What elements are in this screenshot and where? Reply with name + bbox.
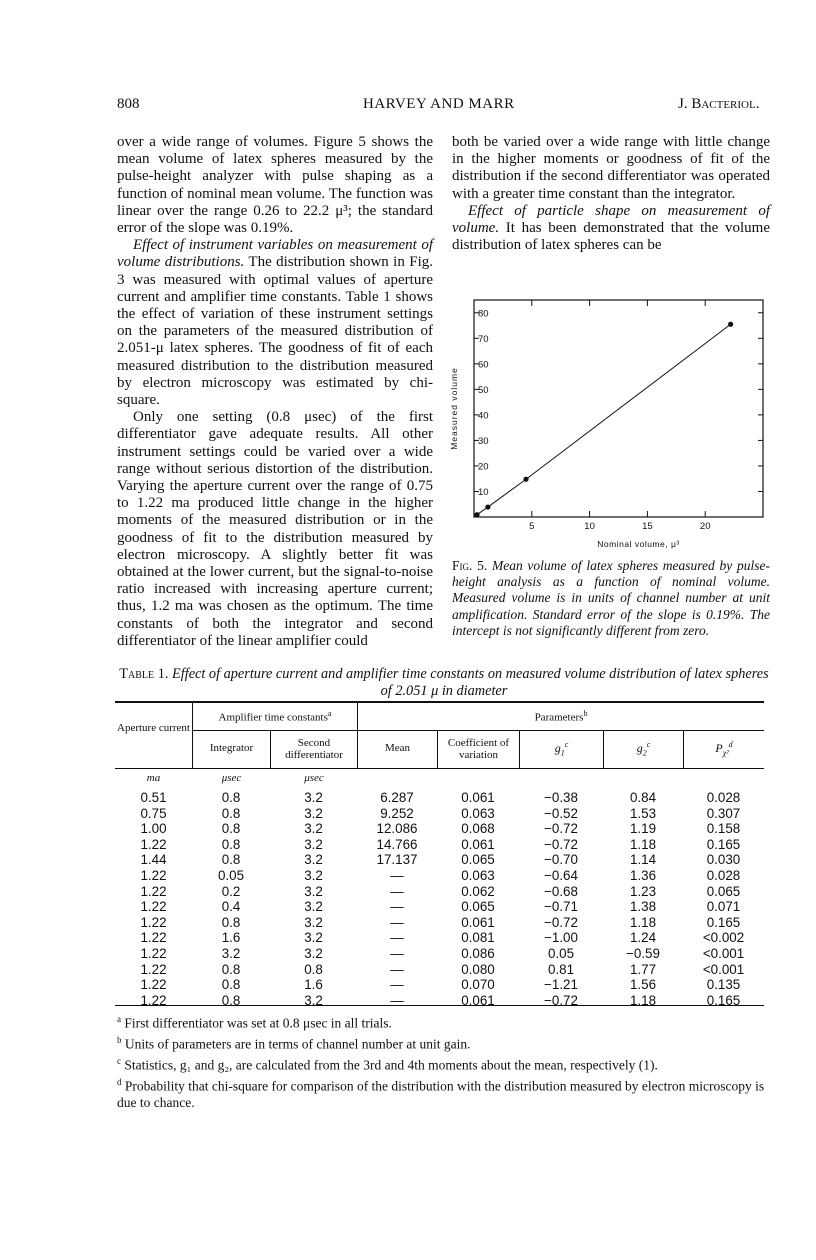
cell-cv: 0.086	[461, 945, 495, 961]
header-integrator: Integrator	[209, 742, 254, 754]
data-point	[523, 477, 528, 482]
cell-second-diff: 0.8	[304, 961, 323, 977]
figure-5-caption	[452, 558, 770, 639]
cell-mean: 12.086	[376, 821, 418, 837]
cell-g1: −0.64	[544, 867, 578, 883]
cell-mean: 17.137	[376, 852, 418, 868]
header-parameters-text: Parameters	[534, 711, 584, 724]
footnote-b	[117, 1032, 771, 1053]
cell-cv: 0.061	[461, 992, 495, 1008]
cell-integrator: 0.8	[221, 914, 241, 930]
footnote-d-mark: d	[117, 1077, 122, 1087]
x-tick-label: 20	[699, 521, 711, 532]
cell-mean: —	[390, 961, 404, 977]
table-row	[115, 930, 764, 946]
cell-integrator: 0.8	[221, 977, 241, 993]
cell-aperture: 1.22	[140, 883, 167, 899]
cell-integrator: 0.8	[221, 790, 241, 805]
table-footnotes	[117, 1011, 771, 1112]
table-1-caption-text: Effect of aperture current and amplifier time constants on measured volume distribution of latex spheres of 2.051 μ in diameter	[168, 666, 769, 699]
y-axis-label: Measured volume	[449, 367, 459, 450]
cell-g2: 1.18	[629, 992, 657, 1008]
paragraph-5-body: It has been demonstrated that the volume distribution of latex spheres can be	[452, 220, 770, 254]
header-aperture-current: Aperture current	[117, 722, 190, 734]
table-body	[115, 790, 764, 1008]
cell-g2: 1.14	[629, 852, 657, 868]
cell-g2: 1.53	[629, 805, 657, 821]
footnote-d	[117, 1074, 771, 1112]
running-title: HARVEY AND MARR	[363, 96, 515, 112]
table-row	[115, 868, 764, 884]
header-p-chi-square	[684, 740, 764, 757]
cell-mean: 6.287	[380, 790, 414, 805]
right-column	[452, 134, 770, 254]
cell-p: 0.028	[706, 867, 741, 883]
cell-aperture: 1.22	[140, 945, 167, 961]
cell-mean: —	[390, 899, 404, 915]
cell-second-diff: 3.2	[304, 992, 323, 1008]
cell-aperture: 1.22	[140, 977, 167, 993]
cell-second-diff: 3.2	[304, 852, 323, 868]
cell-second-diff: 3.2	[304, 867, 323, 883]
cell-cv: 0.081	[461, 930, 495, 946]
cell-g1: −0.70	[544, 852, 578, 868]
cell-g1: −0.68	[544, 883, 578, 899]
cell-p: 0.135	[706, 977, 741, 993]
cell-g2: 1.19	[629, 821, 657, 837]
cell-second-diff: 3.2	[304, 805, 323, 821]
cell-cv: 0.068	[461, 821, 495, 837]
header-amplifier-group	[193, 709, 357, 724]
y-tick-label: 10	[478, 486, 489, 498]
cell-second-diff: 3.2	[304, 899, 323, 915]
cell-g2: 1.36	[629, 867, 657, 883]
table-row	[115, 899, 764, 915]
header-g2	[604, 740, 683, 757]
cell-cv: 0.065	[461, 852, 495, 868]
header-p-sup: d	[728, 740, 733, 749]
footnote-c-text: Statistics, g₁ and g₂, are calculated from the 3rd and 4th moments about the mean, respectively (1).	[121, 1057, 658, 1073]
header-parameters-sup: b	[583, 709, 588, 718]
cell-second-diff: 3.2	[304, 883, 323, 899]
footnote-d-text: Probability that chi-square for comparison of the distribution with the distribution measured by electron microscopy is due to chance.	[117, 1078, 765, 1110]
cell-p: 0.165	[706, 914, 741, 930]
cell-p: <0.002	[702, 930, 745, 946]
header-g1-sub: 1	[560, 748, 565, 758]
paragraph-3: Only one setting (0.8 μsec) of the first differentiator gave adequate results. All other instrument settings could be varied over a wide range without serious distortion of the distribution. Varying the aperture current over the range of 0.75 to 1.22 ma produced little change in the higher moments of the measured distribution or in the goodness of fit to the distribution measured by electron microscopy. A slightly better fit was obtained at the lower current, but the signal-to-noise ratio increased with increasing aperture current; thus, 1.2 ma was chosen as the optimum. The time constants of both the integrator and second differentiator of the linear amplifier could	[117, 409, 433, 649]
unit-ma: ma	[146, 772, 161, 784]
cell-aperture: 1.22	[140, 836, 167, 852]
cell-aperture: 0.75	[140, 805, 167, 821]
x-axis-label: Nominal volume, μ³	[597, 539, 680, 549]
cell-aperture: 1.22	[140, 899, 167, 915]
cell-g2: 1.23	[629, 883, 657, 899]
cell-cv: 0.070	[461, 977, 495, 993]
cell-mean: —	[390, 930, 404, 946]
cell-second-diff: 1.6	[304, 977, 323, 993]
cell-mean: —	[390, 914, 404, 930]
series-line	[477, 324, 731, 514]
header-g1-sup: c	[564, 740, 569, 749]
cell-mean: —	[390, 883, 404, 899]
cell-cv: 0.061	[461, 836, 495, 852]
cell-g1: −0.71	[544, 899, 578, 915]
cell-mean: 14.766	[376, 836, 418, 852]
cell-mean: 9.252	[380, 805, 414, 821]
footnote-a-text: First differentiator was set at 0.8 μsec in all trials.	[121, 1015, 392, 1031]
header-g2-text: g	[636, 741, 643, 755]
cell-p: 0.030	[706, 852, 741, 868]
section-heading-shape: Effect of particle shape on measurement of volume.	[452, 202, 770, 237]
cell-g2: 1.24	[629, 930, 657, 946]
cell-p: <0.001	[702, 961, 745, 977]
table-row	[115, 884, 764, 900]
table-row	[115, 962, 764, 978]
x-tick-label: 10	[584, 521, 595, 532]
table-row	[115, 821, 764, 837]
paragraph-2-body: The distribution shown in Fig. 3 was measured with optimal values of aperture current and amplifier time constants. Table 1 shows the effect of variation of these instrument settings on the parameters of the measured distribution of 2.051-μ latex spheres. The goodness of fit of each measured distribution to the distribution measured by electron microscopy was estimated by chi-square.	[117, 254, 433, 409]
table-row	[115, 837, 764, 853]
cell-g1: −0.72	[544, 992, 578, 1008]
cell-aperture: 1.22	[140, 992, 167, 1008]
table-1	[115, 790, 764, 1008]
table-header-rule	[115, 768, 764, 769]
cell-g1: −0.52	[544, 805, 578, 821]
cell-p: 0.165	[706, 836, 741, 852]
figure-5-caption-text: Mean volume of latex spheres measured by pulse-height analysis as a function of nominal volume. Measured volume is in units of channel number at unit amplification. Standard error of the slope is 0.19%. The intercept is not significantly different from zero.	[452, 558, 770, 638]
data-point	[474, 512, 479, 517]
cell-integrator: 0.05	[217, 867, 245, 883]
table-row	[115, 993, 764, 1009]
cell-cv: 0.061	[461, 914, 495, 930]
cell-mean: —	[390, 977, 404, 993]
table-row	[115, 946, 764, 962]
cell-integrator: 0.2	[221, 883, 241, 899]
figure-5-chart	[446, 288, 776, 556]
cell-second-diff: 3.2	[304, 836, 323, 852]
cell-g2: 1.56	[629, 977, 657, 993]
footnote-b-mark: b	[117, 1035, 122, 1045]
cell-g1: −0.72	[544, 821, 578, 837]
left-column	[117, 134, 433, 650]
table-row	[115, 852, 764, 868]
header-g1	[520, 740, 603, 757]
footnote-c	[117, 1053, 771, 1074]
cell-mean: —	[390, 992, 404, 1008]
footnote-c-mark: c	[117, 1056, 121, 1066]
cell-integrator: 0.8	[221, 961, 241, 977]
cell-cv: 0.062	[461, 883, 495, 899]
cell-g1: −0.72	[544, 836, 578, 852]
header-mean: Mean	[384, 742, 411, 754]
paragraph-5	[452, 203, 770, 255]
cell-integrator: 0.4	[221, 899, 241, 915]
y-tick-label: 20	[478, 461, 489, 473]
x-tick-label: 5	[529, 521, 535, 532]
cell-g1: −1.21	[544, 977, 578, 993]
table-row	[115, 915, 764, 931]
table-row	[115, 806, 764, 822]
y-tick-label: 50	[478, 384, 489, 396]
cell-g2: 1.38	[629, 899, 657, 915]
cell-p: 0.065	[706, 883, 741, 899]
cell-aperture: 0.51	[140, 790, 167, 805]
cell-second-diff: 3.2	[304, 821, 323, 837]
paragraph-1: over a wide range of volumes. Figure 5 shows the mean volume of latex spheres measured by the pulse-height analyzer with pulse shaping as a function of nominal mean volume. The function was linear over the range 0.26 to 22.2 μ³; the standard error of the slope was 0.19%.	[117, 134, 433, 237]
page-number: 808	[117, 96, 140, 112]
cell-p: 0.071	[706, 899, 741, 915]
section-heading-instrument: Effect of instrument variables on measurement of volume distributions.	[117, 237, 433, 271]
cell-g1: 0.81	[547, 961, 575, 977]
y-tick-label: 60	[478, 359, 489, 371]
unit-second-diff: μsec	[304, 772, 324, 784]
cell-cv: 0.063	[461, 867, 495, 883]
table-mid-rule	[193, 730, 764, 731]
cell-p: 0.158	[706, 821, 741, 837]
footnote-a	[117, 1011, 771, 1032]
x-tick-label: 15	[642, 521, 653, 532]
paragraph-4: both be varied over a wide range with little change in the higher moments or goodness of fit of the distribution if the second differentiator was operated with a greater time constant than the integrator.	[452, 134, 770, 202]
y-tick-label: 30	[478, 435, 489, 447]
cell-aperture: 1.22	[140, 914, 167, 930]
y-tick-label: 70	[478, 333, 489, 345]
header-p-sub: χ²	[722, 748, 729, 758]
y-tick-label: 80	[478, 308, 489, 320]
figure-5-label: Fig. 5.	[452, 558, 488, 573]
cell-second-diff: 3.2	[304, 914, 323, 930]
cell-p: <0.001	[702, 945, 745, 961]
cell-integrator: 0.8	[221, 805, 241, 821]
cell-g1: −0.38	[544, 790, 578, 805]
cell-cv: 0.065	[461, 899, 495, 915]
data-point	[485, 504, 490, 509]
header-parameters-group	[358, 709, 764, 724]
cell-g2: 1.18	[629, 914, 657, 930]
y-tick-label: 40	[478, 410, 489, 422]
cell-second-diff: 3.2	[304, 945, 323, 961]
cell-integrator: 0.8	[221, 992, 241, 1008]
cell-second-diff: 3.2	[304, 790, 323, 805]
unit-integrator: μsec	[221, 772, 242, 784]
header-g1-text: g	[554, 741, 561, 755]
cell-integrator: 0.8	[221, 821, 241, 837]
cell-second-diff: 3.2	[304, 930, 323, 946]
cell-mean: —	[390, 945, 404, 961]
header-g2-sup: c	[646, 740, 651, 749]
cell-integrator: 3.2	[221, 945, 241, 961]
cell-cv: 0.063	[461, 805, 495, 821]
cell-cv: 0.080	[461, 961, 495, 977]
journal-name: J. Bacteriol.	[678, 96, 760, 112]
table-1-label: Table 1.	[119, 666, 169, 682]
cell-integrator: 0.8	[221, 852, 241, 868]
cell-aperture: 1.22	[140, 961, 167, 977]
header-amplifier-sup: a	[327, 709, 332, 718]
cell-integrator: 0.8	[221, 836, 241, 852]
cell-g2: −0.59	[626, 945, 660, 961]
footnote-a-mark: a	[117, 1014, 121, 1024]
table-1-caption	[117, 666, 771, 699]
header-p-text: P	[715, 741, 723, 755]
data-point	[728, 322, 733, 327]
cell-aperture: 1.44	[140, 852, 167, 868]
header-second-differentiator: Second differentiator	[285, 737, 343, 761]
cell-mean: —	[390, 867, 404, 883]
footnote-b-text: Units of parameters are in terms of channel number at unit gain.	[121, 1036, 471, 1052]
paragraph-2	[117, 237, 433, 409]
cell-aperture: 1.22	[140, 930, 167, 946]
cell-aperture: 1.00	[140, 821, 167, 837]
cell-g2: 0.84	[629, 790, 657, 805]
cell-cv: 0.061	[461, 790, 495, 805]
cell-g1: −1.00	[544, 930, 578, 946]
table-row	[115, 977, 764, 993]
cell-p: 0.307	[706, 805, 741, 821]
cell-p: 0.028	[706, 790, 741, 805]
cell-g2: 1.77	[629, 961, 657, 977]
cell-g1: 0.05	[547, 945, 575, 961]
header-g2-sub: 2	[642, 748, 647, 758]
cell-g2: 1.18	[629, 836, 657, 852]
header-coefficient-of-variation: Coefficient of variation	[447, 737, 510, 761]
cell-p: 0.165	[706, 992, 741, 1008]
cell-aperture: 1.22	[140, 867, 167, 883]
table-row	[115, 790, 764, 806]
cell-g1: −0.72	[544, 914, 578, 930]
cell-integrator: 1.6	[221, 930, 241, 946]
header-amplifier-text: Amplifier time constants	[218, 711, 328, 724]
table-top-rule	[115, 701, 764, 703]
